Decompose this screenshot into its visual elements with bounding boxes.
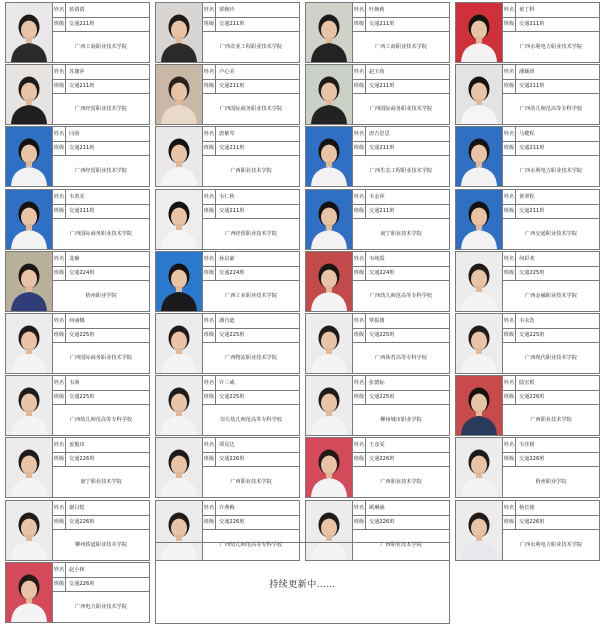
student-photo — [156, 3, 203, 62]
student-name: 孙启豪 — [219, 255, 235, 262]
student-school: 广西金融职业技术学院 — [525, 292, 577, 299]
student-school: 广西经贸职业技术学院 — [225, 230, 277, 237]
class-label: 班级 — [53, 79, 66, 93]
class-label: 班级 — [53, 266, 66, 280]
student-card — [155, 126, 300, 187]
student-class: 交通226班 — [519, 394, 545, 401]
student-school: 广西水利电力职业技术学院 — [519, 541, 583, 548]
student-photo — [456, 127, 503, 186]
student-photo — [306, 376, 353, 435]
class-label: 班级 — [203, 79, 216, 93]
student-photo — [156, 376, 203, 435]
student-photo — [156, 314, 203, 373]
name-label: 姓名 — [53, 438, 66, 452]
more-coming-note: 持续更新中…… — [155, 542, 450, 624]
student-name: 覃振雄 — [369, 318, 385, 324]
class-label: 班级 — [53, 577, 66, 591]
student-card — [155, 251, 300, 312]
class-label: 班级 — [353, 79, 366, 93]
student-school: 广西职业技术学院 — [530, 417, 572, 424]
student-card — [305, 2, 450, 63]
student-photo — [6, 314, 53, 373]
student-card — [155, 2, 300, 63]
student-card — [5, 562, 150, 623]
student-class: 交通211班 — [69, 83, 95, 90]
student-name: 韦善美 — [69, 193, 85, 200]
student-photo — [6, 190, 53, 249]
class-label: 班级 — [203, 204, 216, 218]
student-school: 柳州铁道职业技术学院 — [75, 541, 127, 548]
student-class: 交通211班 — [69, 21, 95, 27]
student-photo — [156, 65, 203, 124]
class-label: 班级 — [353, 266, 366, 280]
student-card — [305, 313, 450, 374]
student-class: 交通226班 — [219, 518, 245, 525]
student-photo — [456, 65, 503, 124]
student-school: 广西体育高等专科学校 — [375, 355, 427, 361]
student-card — [155, 375, 300, 436]
student-card — [5, 313, 150, 374]
student-name: 韦纯霞 — [369, 255, 385, 262]
student-card — [5, 2, 150, 63]
student-card — [5, 500, 150, 561]
class-label: 班级 — [203, 141, 216, 155]
student-school: 广西国际商务职业技术学院 — [219, 106, 283, 113]
student-class: 交通211班 — [519, 21, 545, 27]
class-label: 班级 — [353, 17, 366, 31]
student-name: 唐吉思思 — [369, 131, 390, 138]
student-name: 韦佳树 — [519, 442, 535, 449]
class-label: 班级 — [353, 452, 366, 466]
student-card — [5, 64, 150, 125]
student-photo — [306, 190, 353, 249]
student-card — [155, 189, 300, 250]
student-class: 交通211班 — [519, 145, 545, 152]
name-label: 姓名 — [353, 376, 366, 390]
class-label: 班级 — [503, 266, 516, 280]
student-photo — [306, 65, 353, 124]
name-label: 姓名 — [503, 3, 516, 17]
student-school: 广西幼儿师范高等专科学校 — [219, 541, 283, 548]
name-label: 姓名 — [53, 501, 66, 515]
student-school: 南宁职业技术学院 — [80, 479, 122, 486]
class-label: 班级 — [53, 390, 66, 404]
student-card — [5, 375, 150, 436]
student-name: 苏珈萍 — [69, 69, 85, 76]
student-card — [155, 313, 300, 374]
class-label: 班级 — [203, 515, 216, 529]
student-card — [455, 313, 600, 374]
student-class: 交通225班 — [69, 394, 95, 401]
student-card — [5, 189, 150, 250]
student-photo — [456, 190, 503, 249]
name-label: 姓名 — [503, 501, 516, 515]
student-photo — [456, 501, 503, 560]
name-label: 姓名 — [53, 314, 66, 328]
student-school: 梧州职业学院 — [535, 479, 567, 486]
student-name: 赵小林 — [69, 566, 85, 573]
name-label: 姓名 — [53, 65, 66, 79]
student-card — [305, 437, 450, 498]
student-card — [305, 126, 450, 187]
class-label: 班级 — [203, 266, 216, 280]
student-name: 马健程 — [519, 131, 535, 138]
student-class: 交通211班 — [519, 83, 545, 90]
student-photo — [306, 127, 353, 186]
student-class: 交通226班 — [369, 456, 395, 463]
student-name: 闫茵 — [69, 131, 80, 138]
student-class: 交通224班 — [369, 269, 395, 276]
student-photo — [6, 438, 53, 497]
student-class: 交通225班 — [69, 332, 95, 338]
name-label: 姓名 — [53, 190, 66, 204]
name-label: 姓名 — [503, 190, 516, 204]
student-name: 蓝倩倩 — [69, 7, 85, 13]
class-label: 班级 — [203, 328, 216, 342]
name-label: 姓名 — [353, 501, 366, 515]
student-name: 张德标 — [369, 380, 385, 387]
student-class: 交通225班 — [369, 332, 395, 338]
class-label: 班级 — [353, 328, 366, 342]
student-class: 交通211班 — [369, 145, 395, 152]
student-name: 唐紫琴 — [219, 131, 235, 138]
student-school: 广西物流职业技术学院 — [225, 355, 277, 361]
class-label: 班级 — [353, 141, 366, 155]
student-name: 潘颖妍 — [519, 69, 535, 76]
class-label: 班级 — [503, 17, 516, 31]
class-label: 班级 — [53, 17, 66, 31]
student-class: 交通226班 — [69, 518, 95, 525]
class-label: 班级 — [353, 204, 366, 218]
student-school: 广西职业技术学院 — [230, 479, 272, 486]
student-card — [455, 251, 600, 312]
student-class: 交通226班 — [69, 456, 95, 463]
student-class: 交通226班 — [519, 456, 545, 463]
student-name: 韦金萍 — [369, 193, 385, 200]
student-photo — [456, 376, 503, 435]
name-label: 姓名 — [353, 438, 366, 452]
student-school: 崇左幼儿师范高等专科学校 — [219, 417, 283, 424]
student-photo — [6, 376, 53, 435]
student-name: 叶婉莉 — [369, 7, 385, 13]
student-class: 交通211班 — [369, 83, 395, 90]
student-card — [155, 64, 300, 125]
student-school: 广西水利电力职业技术学院 — [519, 168, 583, 175]
name-label: 姓名 — [203, 501, 216, 515]
student-school: 广西幼儿师范高等专科学校 — [69, 417, 133, 424]
student-photo — [306, 3, 353, 62]
student-school: 广西工商职业技术学院 — [75, 44, 127, 50]
student-class: 交通211班 — [219, 21, 245, 27]
name-label: 姓名 — [203, 252, 216, 266]
student-class: 交通211班 — [369, 21, 395, 27]
name-label: 姓名 — [53, 563, 66, 577]
student-class: 交通211班 — [219, 83, 245, 90]
student-photo — [6, 563, 53, 622]
student-photo — [156, 190, 203, 249]
student-school: 广西农业工程职业技术学院 — [219, 44, 283, 50]
student-class: 交通226班 — [519, 518, 545, 525]
student-school: 南宁职业技术学院 — [380, 230, 422, 237]
class-label: 班级 — [203, 452, 216, 466]
name-label: 姓名 — [203, 314, 216, 328]
student-class: 交通211班 — [219, 207, 245, 214]
name-label: 姓名 — [503, 376, 516, 390]
student-school: 柳州城市职业学院 — [380, 417, 422, 424]
student-name: 何彩欢 — [519, 255, 535, 262]
student-photo — [6, 3, 53, 62]
student-card — [455, 189, 600, 250]
student-photo — [6, 501, 53, 560]
student-class: 交通224班 — [69, 269, 95, 276]
student-card — [305, 64, 450, 125]
student-photo — [156, 438, 203, 497]
class-label: 班级 — [503, 328, 516, 342]
student-name: 谢吕煌 — [69, 504, 85, 511]
name-label: 姓名 — [353, 190, 366, 204]
name-label: 姓名 — [503, 65, 516, 79]
name-label: 姓名 — [503, 314, 516, 328]
student-school: 广西电力职业技术学院 — [75, 603, 127, 610]
student-card — [305, 375, 450, 436]
student-card — [5, 437, 150, 498]
student-photo — [6, 252, 53, 311]
class-label: 班级 — [503, 452, 516, 466]
student-school: 广西工业职业技术学院 — [225, 292, 277, 299]
student-class: 交通211班 — [69, 145, 95, 152]
student-school: 广西职业技术学院 — [380, 541, 422, 548]
student-name: 顾琳涵 — [369, 504, 385, 511]
name-label: 姓名 — [503, 127, 516, 141]
student-name: 韦仁秋 — [219, 193, 235, 200]
student-photo — [156, 252, 203, 311]
name-label: 姓名 — [203, 190, 216, 204]
student-school: 广西幼儿师范高等专科学校 — [369, 292, 433, 299]
student-photo — [306, 252, 353, 311]
class-label: 班级 — [503, 390, 516, 404]
student-school: 广西国际商务职业技术学院 — [69, 355, 133, 361]
student-school: 广西职业技术学院 — [380, 479, 422, 486]
student-school: 广西国际商务职业技术学院 — [69, 230, 133, 237]
student-class: 交通211班 — [69, 207, 95, 214]
student-school: 广西经贸职业技术学院 — [75, 168, 127, 175]
student-school: 梧州职业学院 — [85, 292, 117, 299]
name-label: 姓名 — [353, 252, 366, 266]
name-label: 姓名 — [203, 3, 216, 17]
name-label: 姓名 — [203, 376, 216, 390]
student-school: 广西水利电力职业技术学院 — [519, 44, 583, 50]
student-name: 谭晃达 — [219, 442, 235, 449]
student-card — [455, 375, 600, 436]
student-card — [305, 189, 450, 250]
student-school: 广西工商职业技术学院 — [375, 44, 427, 50]
student-name: 覃婉玲 — [219, 7, 235, 13]
student-class: 交通211班 — [369, 207, 395, 214]
class-label: 班级 — [353, 515, 366, 529]
student-name: 卢心美 — [219, 69, 235, 76]
student-class: 交通226班 — [369, 518, 395, 525]
student-name: 黄翠程 — [519, 193, 535, 200]
name-label: 姓名 — [353, 314, 366, 328]
student-card — [305, 251, 450, 312]
student-name: 赵玉荷 — [369, 69, 385, 76]
student-class: 交通225班 — [519, 269, 545, 276]
name-label: 姓名 — [203, 438, 216, 452]
student-photo — [456, 438, 503, 497]
student-name: 王彦雯 — [369, 442, 385, 449]
name-label: 姓名 — [353, 65, 366, 79]
student-name: 何丽娜 — [69, 318, 85, 324]
name-label: 姓名 — [503, 252, 516, 266]
class-label: 班级 — [53, 328, 66, 342]
student-school: 广西生态工程职业技术学院 — [369, 168, 433, 175]
student-name: 韦洲 — [69, 380, 80, 387]
student-photo — [306, 438, 353, 497]
student-card — [455, 437, 600, 498]
class-label: 班级 — [53, 141, 66, 155]
student-card — [155, 437, 300, 498]
student-school: 广西职业技术学院 — [230, 168, 272, 175]
student-name: 姜俊玮 — [69, 442, 85, 449]
student-card — [455, 2, 600, 63]
name-label: 姓名 — [53, 252, 66, 266]
student-photo — [6, 127, 53, 186]
student-school: 广西幼儿师范高等专科学校 — [519, 106, 583, 113]
student-photo — [456, 3, 503, 62]
student-photo — [6, 65, 53, 124]
student-class: 交通225班 — [219, 394, 245, 401]
student-card — [455, 500, 600, 561]
student-class: 交通224班 — [219, 269, 245, 276]
student-photo — [156, 127, 203, 186]
student-class: 交通225班 — [219, 332, 245, 338]
student-school: 广西经贸职业技术学院 — [75, 106, 127, 113]
name-label: 姓名 — [353, 127, 366, 141]
name-label: 姓名 — [353, 3, 366, 17]
student-name: 潘自道 — [219, 318, 235, 324]
class-label: 班级 — [53, 515, 66, 529]
student-card — [455, 126, 600, 187]
student-name: 韦永浩 — [519, 318, 535, 324]
class-label: 班级 — [503, 141, 516, 155]
name-label: 姓名 — [53, 376, 66, 390]
class-label: 班级 — [503, 515, 516, 529]
student-class: 交通225班 — [369, 394, 395, 401]
class-label: 班级 — [203, 17, 216, 31]
student-class: 交通211班 — [219, 145, 245, 152]
class-label: 班级 — [53, 204, 66, 218]
class-label: 班级 — [503, 204, 516, 218]
class-label: 班级 — [203, 390, 216, 404]
student-photo — [306, 314, 353, 373]
name-label: 姓名 — [203, 127, 216, 141]
name-label: 姓名 — [53, 3, 66, 17]
student-class: 交通211班 — [519, 207, 545, 214]
student-name: 杨长铭 — [519, 504, 535, 511]
student-class: 交通226班 — [219, 456, 245, 463]
name-label: 姓名 — [203, 65, 216, 79]
student-name: 许三威 — [219, 380, 235, 387]
name-label: 姓名 — [53, 127, 66, 141]
student-school: 广西交通职业技术学院 — [525, 230, 577, 237]
student-school: 广西国际商务职业技术学院 — [369, 106, 433, 113]
class-label: 班级 — [353, 390, 366, 404]
student-name: 龙确 — [69, 255, 80, 262]
student-photo — [456, 314, 503, 373]
student-name: 陆宏根 — [519, 380, 535, 387]
student-name: 黄丁科 — [519, 7, 535, 13]
student-card — [5, 126, 150, 187]
student-card — [455, 64, 600, 125]
name-label: 姓名 — [503, 438, 516, 452]
class-label: 班级 — [503, 79, 516, 93]
student-class: 交通225班 — [519, 332, 545, 338]
student-card — [5, 251, 150, 312]
student-photo — [456, 252, 503, 311]
class-label: 班级 — [53, 452, 66, 466]
student-class: 交通226班 — [69, 580, 95, 587]
student-name: 许燕梅 — [219, 504, 235, 511]
student-school: 广西现代职业技术学院 — [525, 355, 577, 361]
